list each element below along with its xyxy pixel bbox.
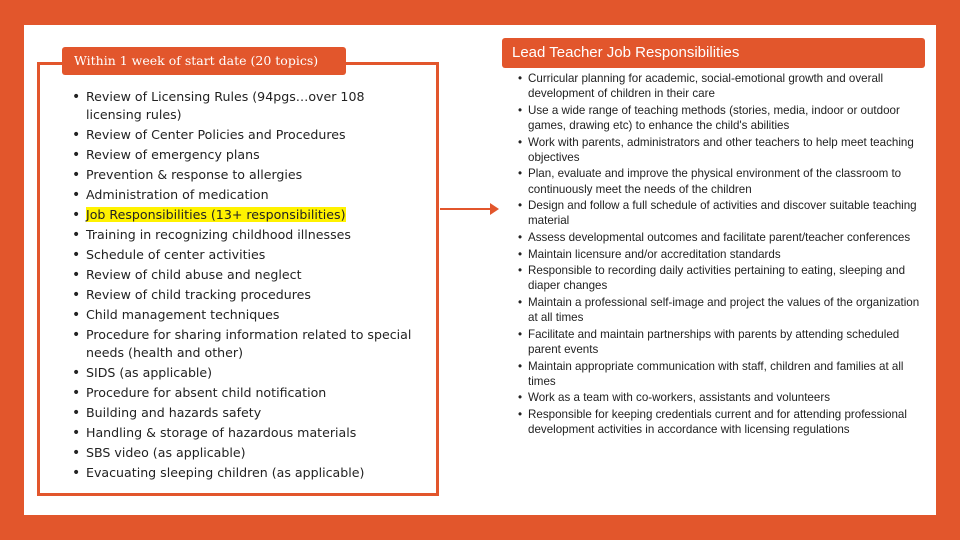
topic-item: • Administration of medication bbox=[72, 186, 422, 204]
topic-item: • Child management techniques bbox=[72, 306, 422, 324]
responsibility-item: • Curricular planning for academic, social-emotional growth and overall development of children in their care bbox=[518, 71, 920, 101]
topic-item: • SIDS (as applicable) bbox=[72, 364, 422, 382]
responsibility-item: • Responsible for keeping credentials current and for attending professional development activities in accordance with licensing regulations bbox=[518, 407, 920, 437]
responsibilities-title: Lead Teacher Job Responsibilities bbox=[502, 38, 925, 68]
topic-item-highlighted bbox=[72, 206, 422, 224]
responsibility-item: • Work with parents, administrators and other teachers to help meet teaching objectives bbox=[518, 135, 920, 165]
topics-list bbox=[72, 88, 422, 484]
topic-item: • SBS video (as applicable) bbox=[72, 444, 422, 462]
connector-arrow-line bbox=[440, 208, 494, 210]
topic-item: • Prevention & response to allergies bbox=[72, 166, 422, 184]
responsibilities-list bbox=[518, 71, 920, 439]
topic-item: • Schedule of center activities bbox=[72, 246, 422, 264]
highlighted-topic-text: Job Responsibilities (13+ responsibilities) bbox=[86, 207, 346, 222]
responsibility-item: • Maintain licensure and/or accreditation standards bbox=[518, 247, 920, 262]
topic-item: • Review of emergency plans bbox=[72, 146, 422, 164]
topic-item: • Review of Licensing Rules (94pgs…over 108 licensing rules) bbox=[72, 88, 422, 124]
topic-item: • Training in recognizing childhood illnesses bbox=[72, 226, 422, 244]
responsibility-item: • Maintain a professional self-image and project the values of the organization at all times bbox=[518, 295, 920, 325]
responsibility-item: • Assess developmental outcomes and facilitate parent/teacher conferences bbox=[518, 230, 920, 245]
responsibility-item: • Design and follow a full schedule of activities and discover suitable teaching material bbox=[518, 198, 920, 228]
arrow-right-icon bbox=[490, 203, 499, 215]
topic-item: • Procedure for absent child notification bbox=[72, 384, 422, 402]
topics-title: Within 1 week of start date (20 topics) bbox=[62, 47, 346, 75]
topic-item: • Evacuating sleeping children (as applicable) bbox=[72, 464, 422, 482]
topic-item: • Review of child abuse and neglect bbox=[72, 266, 422, 284]
responsibility-item: • Use a wide range of teaching methods (stories, media, indoor or outdoor games, drawing etc) to enhance the child's abilities bbox=[518, 103, 920, 133]
topic-item: • Building and hazards safety bbox=[72, 404, 422, 422]
responsibility-item: • Facilitate and maintain partnerships with parents by attending scheduled parent events bbox=[518, 327, 920, 357]
topic-item: • Review of Center Policies and Procedures bbox=[72, 126, 422, 144]
responsibility-item: • Responsible to recording daily activities pertaining to eating, sleeping and diaper changes bbox=[518, 263, 920, 293]
responsibility-item: • Maintain appropriate communication with staff, children and families at all times bbox=[518, 359, 920, 389]
topic-item: • Handling & storage of hazardous materials bbox=[72, 424, 422, 442]
responsibility-item: • Plan, evaluate and improve the physical environment of the classroom to continuously meet the needs of the children bbox=[518, 166, 920, 196]
topic-item: • Procedure for sharing information related to special needs (health and other) bbox=[72, 326, 422, 362]
responsibility-item: • Work as a team with co-workers, assistants and volunteers bbox=[518, 390, 920, 405]
topic-item: • Review of child tracking procedures bbox=[72, 286, 422, 304]
